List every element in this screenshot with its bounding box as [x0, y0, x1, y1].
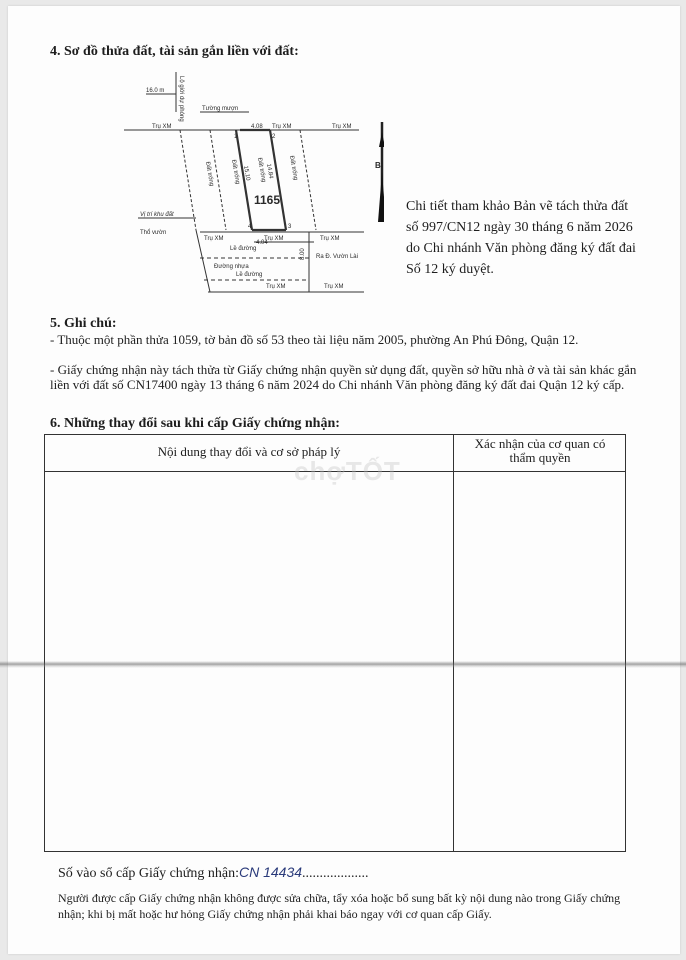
road-name-label: Ra Đ. Vườn Lài [316, 254, 358, 260]
road-edge-label: Lộ giới dự phóng [178, 76, 184, 122]
land-label: Đất trống [288, 155, 299, 181]
road-width-label: 16.0 m [146, 88, 165, 94]
north-arrow-icon [378, 122, 384, 222]
watermark: chợTỐT [294, 456, 401, 486]
boundary-label: Vị trí khu đất [140, 212, 174, 218]
pole-label: Trụ XM [204, 236, 224, 242]
land-label: Đất trống [230, 159, 241, 185]
side-note: Chi tiết tham khảo Bản vẽ tách thửa đất số 997/CN12 ngày 30 tháng 6 năm 2026 do Chi nhánh Văn phòng đăng ký đất đai Số 12 ký duyệt. [406, 199, 636, 277]
parcel-number: 1165 [254, 193, 281, 207]
note-item: - Giấy chứng nhận này tách thửa từ Giấy chứng nhận quyền sử dụng đất, quyền sở hữu nhà ở và tài sản khác gắn liền với đất số CN17400 ngày 13 tháng 6 năm 2024 do Chi nhánh Văn phòng đăng ký đất đai Quận 12 ký cấp. [50, 362, 637, 392]
width-label: 8.00 [300, 248, 306, 260]
parcel-diagram [124, 72, 384, 304]
side-length-label: 15.10 [242, 165, 251, 182]
certificate-number: CN 14434 [239, 864, 303, 880]
corner-label: 2 [272, 134, 276, 140]
land-label: Đất trống [256, 157, 267, 183]
pole-label: Trụ XM [324, 284, 344, 290]
pole-label: Trụ XM [266, 284, 286, 290]
pole-label: Trụ XM [332, 124, 352, 130]
dimension-label: 4.08 [251, 124, 263, 130]
pole-label: Trụ XM [264, 236, 284, 242]
north-label: B [375, 161, 381, 170]
alley-label: Lề đường [230, 246, 257, 252]
disclaimer: Người được cấp Giấy chứng nhận không được sửa chữa, tẩy xóa hoặc bổ sung bất kỳ nội dung nào trong Giấy chứng nhận; khi bị mất hoặc hư hỏng Giấy chứng nhận phải khai báo ngay với cơ quan cấp Giấy. [58, 891, 621, 921]
scan-artifact [0, 661, 686, 668]
section-5-title: 5. Ghi chú: [50, 316, 117, 331]
alley-label: Lề đường [236, 272, 263, 278]
changes-table [44, 434, 626, 852]
certificate-register [58, 864, 369, 882]
fence-label: Tường mượn [202, 106, 239, 112]
section-4-title: 4. Sơ đồ thửa đất, tài sản gắn liền với đất: [50, 44, 299, 59]
column-header-confirmation: Xác nhận của cơ quan có thẩm quyền [474, 436, 606, 465]
corner-label: 1 [234, 134, 238, 140]
corner-label: 3 [288, 224, 292, 230]
certificate-label: Số vào sổ cấp Giấy chứng nhận: [58, 866, 239, 881]
garden-label: Thổ vườn [140, 230, 167, 236]
land-label: Đất trống [204, 161, 215, 187]
side-length-label: 14.84 [265, 163, 274, 180]
pole-label: Trụ XM [152, 124, 172, 130]
asphalt-label: Đường nhựa [214, 264, 249, 270]
pole-label: Trụ XM [272, 124, 292, 130]
pole-label: Trụ XM [320, 236, 340, 242]
corner-label: 4 [248, 224, 252, 230]
column-divider [453, 435, 454, 851]
certificate-dots: ................... [302, 866, 369, 881]
dimension-label: 4.04 [256, 240, 268, 246]
note-item: - Thuộc một phần thửa 1059, tờ bản đồ số 53 theo tài liệu năm 2005, phường An Phú Đông, Quận 12. [50, 332, 579, 347]
column-header-changes: Nội dung thay đổi và cơ sở pháp lý [157, 444, 341, 459]
section-6-title: 6. Những thay đổi sau khi cấp Giấy chứng nhận: [50, 416, 340, 431]
